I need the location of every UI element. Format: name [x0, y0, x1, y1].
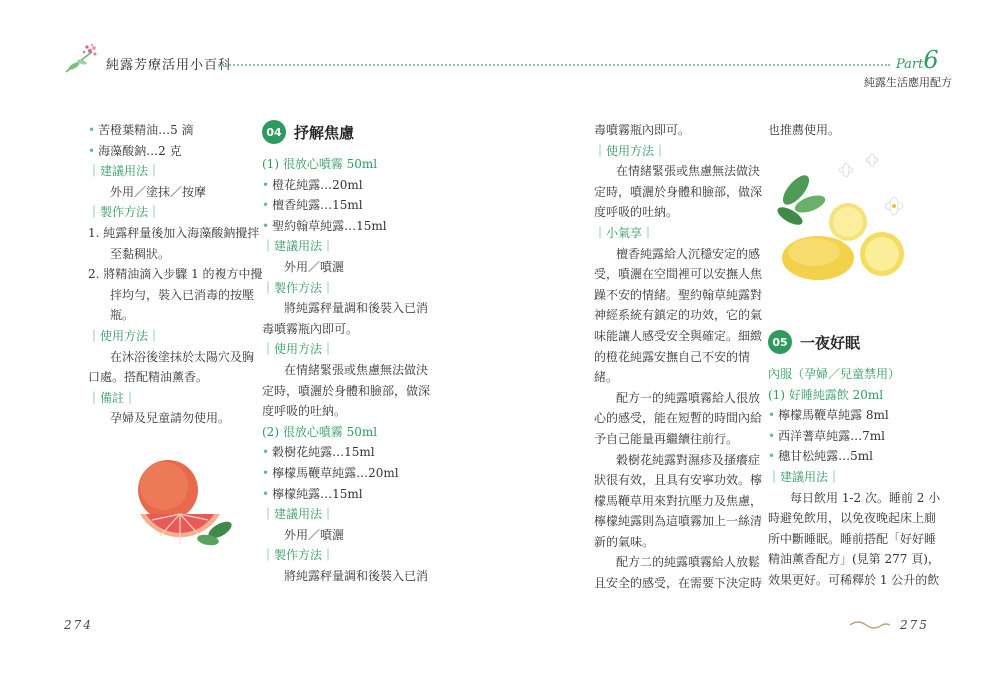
footer-swirl-icon	[848, 616, 892, 630]
text-line: 配方二的純露噴霧給人放鬆	[616, 555, 761, 570]
text-line: ｜製作方法｜	[262, 280, 335, 295]
text-line: 神經系統有鎮定的功效，它的氣	[594, 308, 763, 323]
text-line: ｜小氣享｜	[594, 225, 655, 240]
text-line: • 橙花純露…20ml	[262, 175, 432, 196]
text-line: 孕婦及兒童請勿使用。	[110, 411, 231, 426]
text-line: ｜使用方法｜	[594, 143, 667, 158]
text-line: • 檀香純露…15ml	[262, 195, 432, 216]
book-title: 純露芳療活用小百科	[106, 58, 233, 73]
text-line: ｜建議用法｜	[768, 469, 841, 484]
part-label	[896, 46, 939, 74]
lemon-illustration	[776, 150, 926, 284]
text-line: 每日飲用 1-2 次。睡前 2 小	[790, 490, 941, 505]
text-line: 緒。	[594, 370, 619, 385]
section-number-badge: 04	[262, 120, 286, 144]
text-line: 定時，噴灑於身體和臉部，做深	[262, 383, 431, 398]
text-line: 外用／塗抹／按摩	[110, 184, 207, 199]
header-flower-icon	[62, 42, 104, 76]
text-line: 內服（孕婦／兒童禁用）	[768, 367, 901, 381]
column-3	[594, 120, 764, 594]
section-title: 抒解焦慮	[294, 123, 355, 142]
header-dotted-rule	[218, 64, 890, 66]
text-line: 外用／噴灑	[284, 527, 345, 542]
column-1	[88, 120, 263, 429]
text-line: 心的感受，能在短暫的時間內給	[594, 411, 763, 426]
part-number: 6	[923, 46, 939, 74]
text-line: ｜使用方法｜	[262, 342, 335, 357]
text-line: 將純露秤量調和後裝入已消	[284, 301, 429, 316]
text-line: 的橙花純露安撫自己不安的情	[594, 349, 751, 364]
text-line: 拌均勻，裝入已消毒的按壓	[110, 287, 255, 302]
page-number-right: 275	[900, 618, 929, 632]
text-line: 且安全的感受，在需要下決定時	[594, 576, 763, 591]
text-line: 毒噴霧瓶內即可。	[594, 123, 691, 137]
text-line: • 檸檬馬鞭草純露 8ml	[768, 405, 938, 426]
text-line: 味能讓人感受安全與確定。細緻	[594, 328, 763, 343]
section-04-heading	[262, 120, 354, 144]
text-line: 毒噴霧瓶內即可。	[262, 321, 359, 336]
text-line: • 海藻酸鈉…2 克	[88, 141, 258, 162]
text-line: 度呼吸的吐納。	[262, 404, 347, 419]
text-line: ｜製作方法｜	[88, 205, 161, 220]
text-line: 至黏稠狀。	[110, 246, 171, 261]
text-line: ｜使用方法｜	[88, 328, 161, 343]
column-4	[768, 364, 941, 591]
text-line: 效果更好。可稀釋於 1 公升的飲	[768, 572, 940, 587]
text-line: 定時，噴灑於身體和臉部，做深	[594, 184, 763, 199]
column-4-top-line: 也推薦使用。	[768, 123, 841, 137]
text-line: ｜建議用法｜	[262, 239, 335, 254]
section-05-heading	[768, 330, 860, 354]
text-line: ｜建議用法｜	[88, 164, 161, 179]
text-line: ｜建議用法｜	[262, 507, 335, 522]
text-line: 時避免飲用，以免夜晚起床上廁	[768, 511, 937, 526]
text-line: (1) 好睡純露飲 20ml	[768, 387, 884, 402]
text-line: 配方一的純露噴霧給人很放	[616, 390, 761, 405]
text-line: 予自己能量再繼續往前行。	[594, 431, 739, 446]
text-line: 檀香純露給人沉穩安定的感	[616, 246, 761, 261]
text-line: • 穗甘松純露…5ml	[768, 446, 938, 467]
part-word: Part	[896, 57, 924, 72]
page-number-left: 274	[64, 618, 93, 632]
text-line: 躁不安的情緒。聖約翰草純露對	[594, 287, 763, 302]
text-line: 外用／噴灑	[284, 259, 345, 274]
text-line: 所中斷睡眠。睡前搭配「好好睡	[768, 531, 937, 546]
text-line: 檬馬鞭草用來對抗壓力及焦慮，	[594, 493, 763, 508]
grapefruit-illustration	[128, 452, 236, 552]
text-line: 受，噴灑在空間裡可以安撫人焦	[594, 267, 763, 282]
section-number-badge: 05	[768, 330, 792, 354]
text-line: (2) 很放心噴霧 50ml	[262, 424, 378, 439]
column-2	[262, 154, 432, 586]
text-line: • 苦橙葉精油…5 滴	[88, 120, 258, 141]
text-line: • 檸檬馬鞭草純露…20ml	[262, 463, 432, 484]
text-line: 在沐浴後塗抹於太陽穴及胸	[110, 349, 255, 364]
text-line: 穀樹花純露對濕疹及搔癢症	[616, 452, 761, 467]
chapter-title: 純露生活應用配方	[864, 76, 952, 89]
text-line: • 聖約翰草純露…15ml	[262, 216, 432, 237]
text-line: 精油薰香配方」(見第 277 頁)，	[768, 552, 940, 567]
text-line: ｜製作方法｜	[262, 548, 335, 563]
text-line: 2. 將精油滴入步驟 1 的複方中攪	[88, 267, 263, 282]
text-line: 在情緒緊張或焦慮無法做決	[284, 362, 429, 377]
text-line: 口處。搭配精油薰香。	[88, 370, 209, 385]
text-line: • 檸檬純露…15ml	[262, 484, 432, 505]
text-line: (1) 很放心噴霧 50ml	[262, 157, 378, 171]
section-title: 一夜好眠	[800, 333, 861, 352]
text-line: 將純露秤量調和後裝入已消	[284, 568, 429, 583]
text-line: 檸檬純露則為這噴霧加上一絲清	[594, 514, 763, 529]
text-line: 度呼吸的吐納。	[594, 205, 679, 220]
text-line: 1. 純露秤量後加入海藻酸鈉攪拌	[88, 225, 260, 240]
text-line: • 穀樹花純露…15ml	[262, 442, 432, 463]
text-line: 新的氣味。	[594, 534, 655, 549]
text-line: ｜備註｜	[88, 390, 137, 405]
text-line: 狀很有效，且具有安寧功效。檸	[594, 473, 763, 488]
text-line: 在情緒緊張或焦慮無法做決	[616, 164, 761, 179]
text-line: 瓶。	[110, 308, 135, 323]
text-line: • 西洋蓍草純露…7ml	[768, 426, 938, 447]
